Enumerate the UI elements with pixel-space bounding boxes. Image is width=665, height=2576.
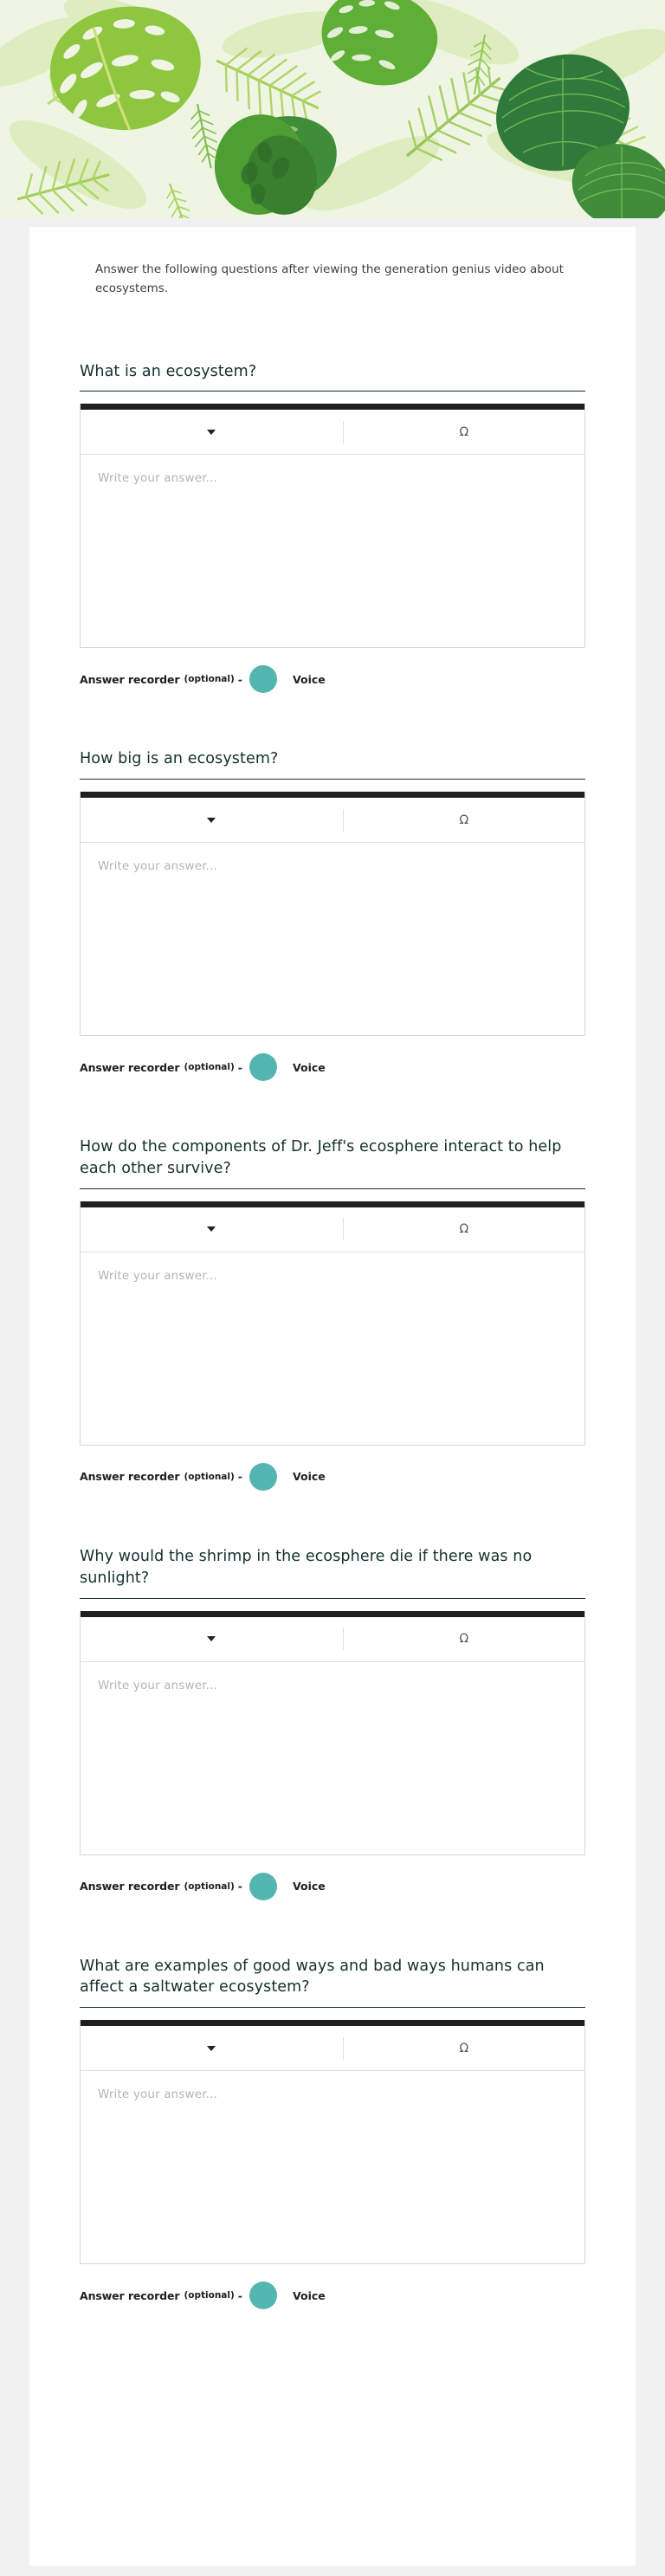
toolbar-format-group[interactable]	[81, 1617, 343, 1661]
recorder-dash: -	[237, 2288, 242, 2302]
worksheet-sheet	[29, 227, 636, 2566]
editor-toolbar[interactable]	[81, 1207, 584, 1252]
answer-recorder-row	[80, 1463, 585, 1491]
editor-top-bar	[81, 404, 584, 410]
recorder-voice-label[interactable]: Voice	[292, 672, 326, 686]
rich-text-editor[interactable]	[80, 404, 585, 648]
question-title-q1: What is an ecosystem?	[80, 361, 585, 392]
recorder-optional-label: (optional)	[184, 674, 235, 685]
recorder-dash: -	[237, 1470, 242, 1484]
answer-textarea[interactable]	[81, 1252, 584, 1445]
question-block-q1	[80, 361, 585, 694]
toolbar-symbol-group[interactable]	[344, 798, 584, 842]
recorder-dash: -	[237, 1880, 242, 1893]
recorder-optional-label: (optional)	[184, 1062, 235, 1073]
recorder-label: Answer recorder	[80, 1880, 180, 1893]
recorder-optional-label: (optional)	[184, 1471, 235, 1482]
answer-placeholder: Write your answer...	[98, 2087, 217, 2102]
answer-recorder-row	[80, 665, 585, 693]
record-toggle-icon[interactable]	[249, 665, 277, 693]
question-title-q5: What are examples of good ways and bad ways humans can affect a saltwater ecosystem?	[80, 1956, 585, 2009]
chevron-down-icon[interactable]	[207, 1227, 216, 1232]
toolbar-format-group[interactable]	[81, 798, 343, 842]
editor-top-bar	[81, 792, 584, 798]
chevron-down-icon[interactable]	[207, 430, 216, 435]
recorder-dash: -	[237, 672, 242, 686]
editor-toolbar[interactable]	[81, 1617, 584, 1662]
recorder-voice-label[interactable]: Voice	[292, 1470, 326, 1484]
instructions-text: Answer the following questions after viewing the generation genius video about ecosystems.	[95, 262, 564, 296]
omega-symbol-icon[interactable]: Ω	[459, 1632, 469, 1647]
toolbar-format-group[interactable]	[81, 2026, 343, 2070]
toolbar-format-group[interactable]	[81, 1207, 343, 1252]
answer-textarea[interactable]	[81, 2071, 584, 2263]
answer-placeholder: Write your answer...	[98, 471, 217, 486]
answer-recorder-row	[80, 1053, 585, 1081]
recorder-label: Answer recorder	[80, 1060, 180, 1074]
questions-container	[80, 361, 585, 2310]
editor-toolbar[interactable]	[81, 2026, 584, 2071]
recorder-label: Answer recorder	[80, 2288, 180, 2302]
recorder-optional-label: (optional)	[184, 1880, 235, 1892]
omega-symbol-icon[interactable]: Ω	[459, 2041, 469, 2055]
recorder-voice-label[interactable]: Voice	[292, 1880, 326, 1893]
question-title-q3: How do the components of Dr. Jeff's ecosphere interact to help each other survive?	[80, 1136, 585, 1189]
omega-symbol-icon[interactable]: Ω	[459, 424, 469, 439]
question-block-q2	[80, 748, 585, 1081]
question-title-q4: Why would the shrimp in the ecosphere die if there was no sunlight?	[80, 1546, 585, 1599]
rich-text-editor[interactable]	[80, 1201, 585, 1446]
rich-text-editor[interactable]	[80, 1611, 585, 1855]
omega-symbol-icon[interactable]: Ω	[459, 812, 469, 827]
answer-textarea[interactable]	[81, 843, 584, 1035]
chevron-down-icon[interactable]	[207, 1636, 216, 1641]
recorder-dash: -	[237, 1060, 242, 1074]
question-block-q5	[80, 1956, 585, 2310]
question-block-q4	[80, 1546, 585, 1900]
answer-placeholder: Write your answer...	[98, 859, 217, 874]
chevron-down-icon[interactable]	[207, 818, 216, 823]
toolbar-symbol-group[interactable]	[344, 1207, 584, 1252]
toolbar-symbol-group[interactable]	[344, 1617, 584, 1661]
rich-text-editor[interactable]	[80, 792, 585, 1036]
editor-top-bar	[81, 1201, 584, 1207]
recorder-label: Answer recorder	[80, 1470, 180, 1484]
recorder-voice-label[interactable]: Voice	[292, 2288, 326, 2302]
record-toggle-icon[interactable]	[249, 1873, 277, 1900]
recorder-label: Answer recorder	[80, 672, 180, 686]
answer-recorder-row	[80, 2282, 585, 2309]
rich-text-editor[interactable]	[80, 2020, 585, 2264]
recorder-voice-label[interactable]: Voice	[292, 1060, 326, 1074]
toolbar-symbol-group[interactable]	[344, 410, 584, 454]
answer-recorder-row	[80, 1873, 585, 1900]
toolbar-symbol-group[interactable]	[344, 2026, 584, 2070]
question-title-q2: How big is an ecosystem?	[80, 748, 585, 780]
tropical-leaves-banner	[0, 0, 665, 241]
answer-textarea[interactable]	[81, 455, 584, 647]
editor-toolbar[interactable]	[81, 798, 584, 843]
recorder-optional-label: (optional)	[184, 2290, 235, 2301]
omega-symbol-icon[interactable]: Ω	[459, 1222, 469, 1237]
answer-placeholder: Write your answer...	[98, 1678, 217, 1693]
record-toggle-icon[interactable]	[249, 1463, 277, 1491]
editor-top-bar	[81, 2020, 584, 2026]
record-toggle-icon[interactable]	[249, 2282, 277, 2309]
editor-top-bar	[81, 1611, 584, 1617]
banner-illustration	[0, 0, 665, 241]
question-block-q3	[80, 1136, 585, 1491]
editor-toolbar[interactable]	[81, 410, 584, 455]
answer-placeholder: Write your answer...	[98, 1268, 217, 1283]
record-toggle-icon[interactable]	[249, 1053, 277, 1081]
answer-textarea[interactable]	[81, 1662, 584, 1854]
toolbar-format-group[interactable]	[81, 410, 343, 454]
chevron-down-icon[interactable]	[207, 2046, 216, 2051]
